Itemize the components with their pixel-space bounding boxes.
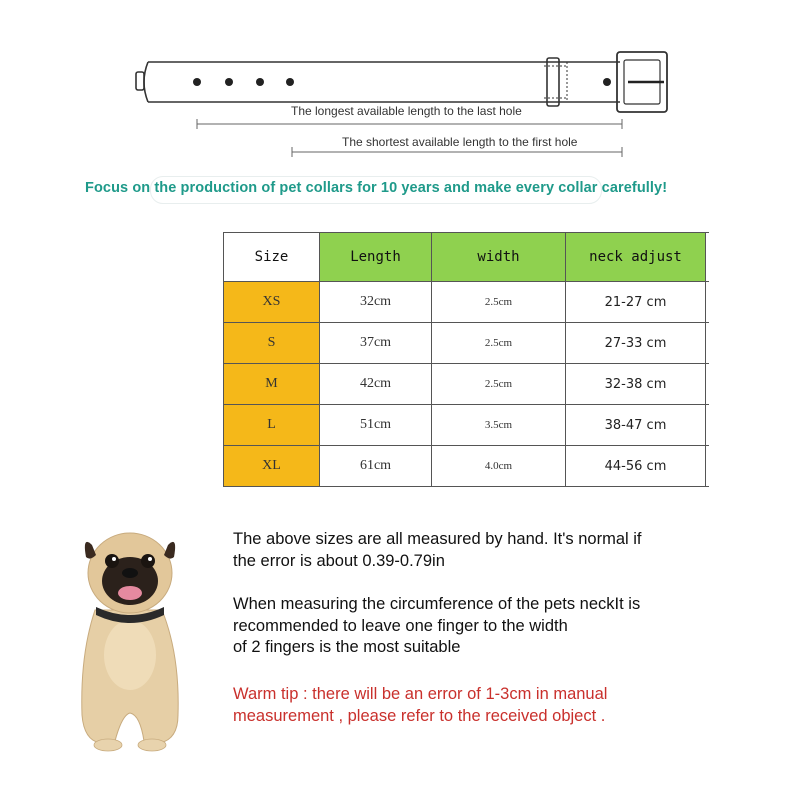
note-line: When measuring the circumference of the pets neckIt is (233, 595, 641, 613)
table-edge (706, 323, 710, 364)
warm-tip-line: Warm tip : there will be an error of 1-3cm in manual (233, 685, 608, 703)
table-row (224, 405, 710, 446)
table-row (224, 446, 710, 487)
measurement-note (233, 529, 642, 572)
header-neck-adjust: neck adjust (566, 233, 706, 282)
collar-buckle (617, 52, 667, 112)
note-line: the error is about 0.39-0.79in (233, 551, 445, 570)
collar-keeper-loop (544, 58, 568, 106)
note-line: recommended to leave one finger to the width (233, 616, 568, 635)
neck-adjust-cell: 38-47 cm (566, 405, 706, 446)
shortest-length-label: The shortest available length to the first hole (342, 135, 578, 149)
size-table (223, 232, 709, 487)
neck-adjust-cell: 27-33 cm (566, 323, 706, 364)
header-width: width (432, 233, 566, 282)
header-size: Size (224, 233, 320, 282)
collar-holes (193, 78, 611, 86)
size-cell: M (224, 364, 320, 405)
table-row (224, 323, 710, 364)
length-cell: 32cm (320, 282, 432, 323)
length-cell: 37cm (320, 323, 432, 364)
warm-tip (233, 684, 607, 727)
table-edge (706, 282, 710, 323)
table-row (224, 282, 710, 323)
headline: Focus on the production of pet collars for 10 years and make every collar carefully! (85, 180, 668, 196)
pug-tongue (118, 586, 142, 600)
pug-dog-image (60, 515, 200, 755)
header-length: Length (320, 233, 432, 282)
table-edge (706, 364, 710, 405)
fit-note (233, 594, 640, 659)
length-cell: 42cm (320, 364, 432, 405)
width-cell: 2.5cm (432, 323, 566, 364)
size-cell: XS (224, 282, 320, 323)
note-line: of 2 fingers is the most suitable (233, 638, 461, 656)
width-cell: 2.5cm (432, 282, 566, 323)
neck-adjust-cell: 21-27 cm (566, 282, 706, 323)
table-row (224, 364, 710, 405)
width-cell: 3.5cm (432, 405, 566, 446)
table-header-row (224, 233, 710, 282)
width-cell: 4.0cm (432, 446, 566, 487)
table-edge (706, 233, 710, 282)
longest-length-label: The longest available length to the last hole (291, 104, 522, 118)
table-edge (706, 405, 710, 446)
neck-adjust-cell: 32-38 cm (566, 364, 706, 405)
length-cell: 51cm (320, 405, 432, 446)
neck-adjust-cell: 44-56 cm (566, 446, 706, 487)
width-cell: 2.5cm (432, 364, 566, 405)
warm-tip-line: measurement , please refer to the received object . (233, 706, 606, 725)
length-cell: 61cm (320, 446, 432, 487)
size-cell: L (224, 405, 320, 446)
measure-line-longest (197, 119, 622, 129)
note-line: The above sizes are all measured by hand. It's normal if (233, 530, 642, 548)
size-cell: S (224, 323, 320, 364)
size-cell: XL (224, 446, 320, 487)
table-edge (706, 446, 710, 487)
